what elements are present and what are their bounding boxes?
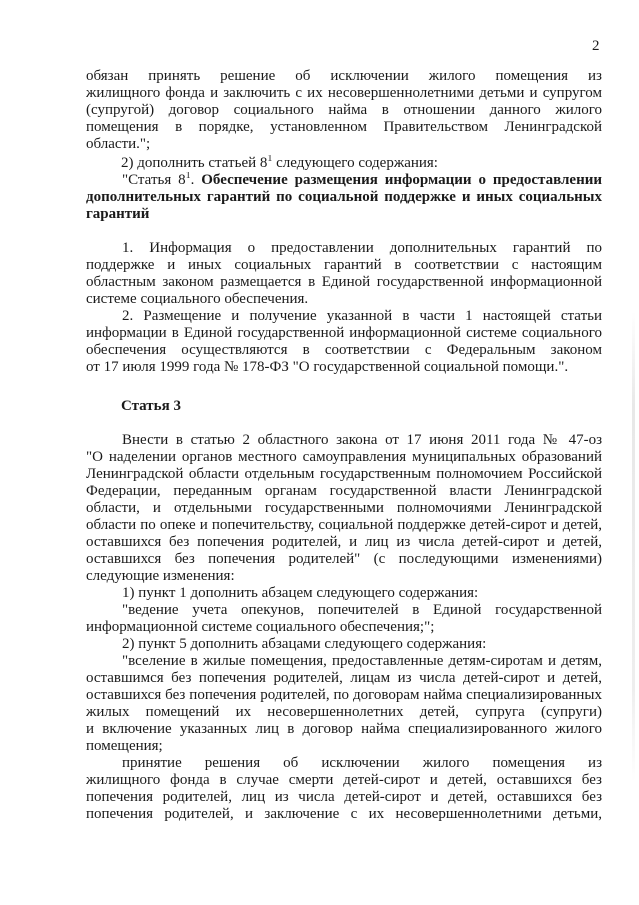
text-line: областным законом размещается в Единой государственной информационной	[86, 274, 602, 290]
text-line: "ведение учета опекунов, попечителей в Единой государственной	[122, 602, 602, 618]
text-line: области.";	[86, 136, 151, 152]
text-line: обеспечения осуществляются в соответствии с Федеральным законом	[86, 342, 602, 358]
text-line: Внести в статью 2 областного закона от 17 июня 2011 года № 47-оз	[122, 432, 602, 448]
text-line: принятие решения об исключении жилого помещения из	[122, 755, 602, 771]
text-line: и включение указанных лиц в договор найма специализированного жилого	[86, 721, 602, 737]
text-line: попечения родителей, и заключение с их несовершеннолетними детьми,	[86, 806, 602, 822]
article-8-1-part-2	[86, 308, 602, 376]
text-line: "вселение в жилые помещения, предоставленные детям-сиротам и детям,	[122, 653, 602, 669]
text-line: оставшихся без попечения родителей" (с последующими изменениями)	[86, 551, 602, 567]
text-line: оставшимся без попечения родителей, лицам из числа детей-сирот и детей,	[86, 670, 602, 686]
text-line: области, и отдельными государственными полномочиями Ленинградской	[86, 500, 602, 516]
text-line: информации в Единой государственной информационной системе социального	[86, 325, 602, 341]
item-2-intro: 2) дополнить статьей $8^1$ следующего содержания:	[121, 155, 438, 171]
text-line: от 17 июля 1999 года № 178-ФЗ "О государственной социальной помощи.".	[86, 359, 569, 375]
scan-edge-shadow	[632, 312, 635, 782]
text-line: поддержке и иных социальных гарантий в соответствии с настоящим	[86, 257, 602, 273]
text-line: 2. Размещение и получение указанной в части 1 настоящей статьи	[122, 308, 602, 324]
text-line: 2) пункт 5 дополнить абзацами следующего содержания:	[122, 636, 487, 652]
text-line: оставшихся без попечения родителей, и лиц из числа детей-сирот и детей,	[86, 534, 602, 550]
text-line: Федерации, переданным органам государственной власти Ленинградской	[86, 483, 602, 499]
text-line: помещения в порядке, установленном Правительством Ленинградской	[86, 119, 602, 135]
paragraph-continuation	[86, 68, 602, 153]
text-line: оставшихся без попечения родителей, по договорам найма специализированных	[86, 687, 602, 703]
text-line: помещения;	[86, 738, 163, 754]
article-3-body	[86, 432, 602, 823]
text-line: жилищного фонда в случае смерти детей-сирот и детей, оставшихся без	[86, 772, 602, 788]
text-line: жилых помещений их несовершеннолетних детей, супруга (супруги)	[86, 704, 602, 720]
text-line: (супругой) договор социального найма в отношении данного жилого	[86, 102, 602, 118]
text-line: обязан принять решение об исключении жилого помещения из	[86, 68, 602, 84]
text-line: 1. Информация о предоставлении дополнительных гарантий по	[122, 240, 602, 256]
text-line: системе социального обеспечения.	[86, 291, 309, 307]
text-line: 1) пункт 1 дополнить абзацем следующего содержания:	[122, 585, 479, 601]
text-line: жилищного фонда и заключить с их несовершеннолетними детьми и супругом	[86, 85, 602, 101]
text-line: "О наделении органов местного самоуправления муниципальных образований	[86, 449, 602, 465]
page-number: 2	[592, 38, 600, 54]
article-8-1-heading: "Статья $8^1$. Обеспечение размещения информации о предоставлении дополнительных гарантий по социальной поддержке и иных социальных гарантий	[86, 172, 602, 222]
text-line: следующие изменения:	[86, 568, 235, 584]
text-line: Ленинградской области отдельным государственным полномочием Российской	[86, 466, 602, 482]
text-line: попечения родителей, лиц из числа детей-сирот и детей, оставшихся без	[86, 789, 602, 805]
text-line: информационной системе социального обеспечения;";	[86, 619, 435, 635]
article-3-heading: Статья 3	[121, 398, 181, 414]
article-8-1-title: Обеспечение размещения информации о предоставлении	[201, 172, 602, 188]
article-8-1-part-1	[86, 240, 602, 308]
text-line: области по опеке и попечительству, социальной поддержке детей-сирот и детей,	[86, 517, 602, 533]
